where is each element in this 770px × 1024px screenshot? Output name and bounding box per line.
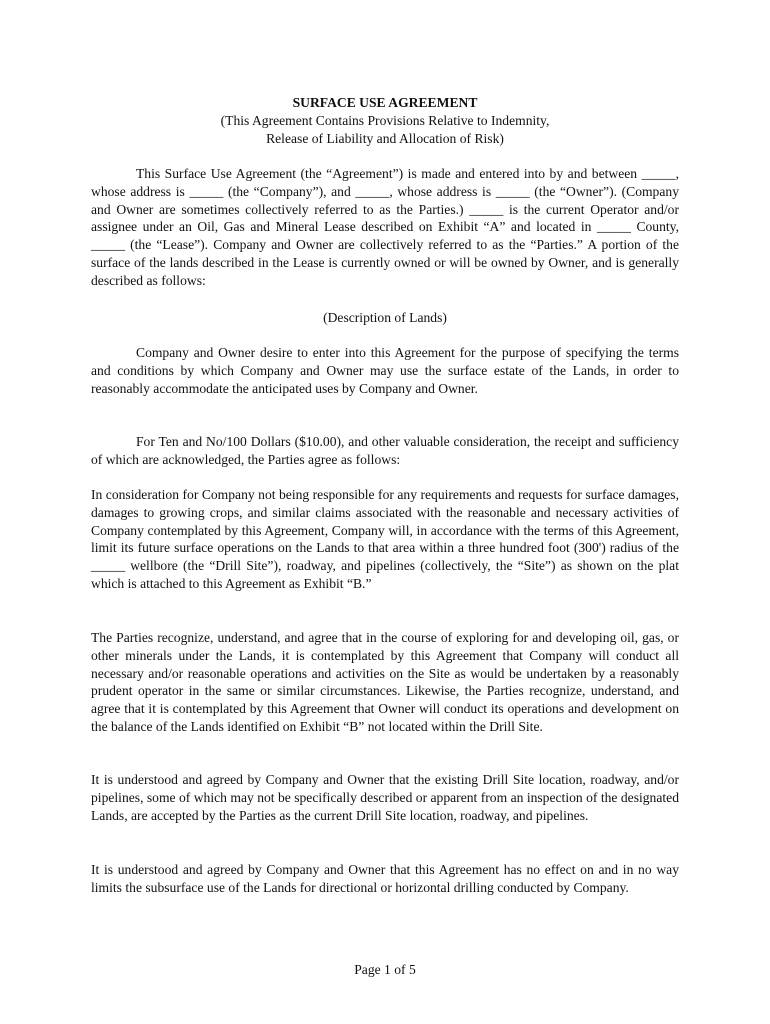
- intro-paragraph: This Surface Use Agreement (the “Agreement”) is made and entered into by and between _____, whose address is _____ (the “Company”), and _____, whose address is _____ (the “Owner”). (Company and Owner are sometimes collectively referred to as the Parties.) _____ is the current Operator and/or assignee under an Oil, Gas and Mineral Lease described on Exhibit “A” and located in _____ County, _____ (the “Lease”). Company and Owner are collectively referred to as the “Parties.” A portion of the surface of the lands described in the Lease is currently owned or will be owned by Owner, and is generally described as follows:: [91, 166, 679, 288]
- description-of-lands: (Description of Lands): [323, 310, 447, 325]
- purpose-paragraph: Company and Owner desire to enter into this Agreement for the purpose of specifying the terms and conditions by which Company and Owner may use the surface estate of the Lands, in order to reasonably accommodate the anticipated uses by Company and Owner.: [91, 345, 679, 396]
- recognize-paragraph: The Parties recognize, understand, and agree that in the course of exploring for and developing oil, gas, or other minerals under the Lands, it is contemplated by this Agreement that Company will conduct all necessary and/or reasonable operations and activities on the Site as would be undertaken by a reasonably prudent operator in the same or similar circumstances. Likewise, the Parties recognize, understand, and agree that it is contemplated by this Agreement that Owner will conduct its operations and development on the balance of the Lands identified on Exhibit “B” not located within the Drill Site.: [91, 630, 679, 734]
- existing-site-paragraph: It is understood and agreed by Company and Owner that the existing Drill Site location, roadway, and/or pipelines, some of which may not be specifically described or apparent from an inspection of the designated Lands, are accepted by the Parties as the current Drill Site location, roadway, and pipelines.: [91, 772, 679, 823]
- page-number: Page 1 of 5: [354, 962, 416, 977]
- drill-site-paragraph: In consideration for Company not being responsible for any requirements and requests for surface damages, damages to growing crops, and similar claims associated with the reasonable and necessary activities of Company contemplated by this Agreement, Company will, in accordance with the terms of this Agreement, limit its future surface operations on the Lands to that area within a three hundred foot (300') radius of the _____ wellbore (the “Drill Site”), roadway, and pipelines (collectively, the “Site”) as shown on the plat which is attached to this Agreement as Exhibit “B.”: [91, 487, 679, 591]
- consideration-paragraph: For Ten and No/100 Dollars ($10.00), and other valuable consideration, the receipt and sufficiency of which are acknowledged, the Parties agree as follows:: [91, 434, 679, 467]
- document-title: SURFACE USE AGREEMENT: [292, 95, 478, 110]
- document-subtitle-line1: (This Agreement Contains Provisions Relative to Indemnity,: [220, 113, 550, 128]
- subsurface-paragraph: It is understood and agreed by Company and Owner that this Agreement has no effect on and in no way limits the subsurface use of the Lands for directional or horizontal drilling conducted by Company.: [91, 862, 679, 895]
- document-subtitle-line2: Release of Liability and Allocation of Risk): [266, 131, 504, 146]
